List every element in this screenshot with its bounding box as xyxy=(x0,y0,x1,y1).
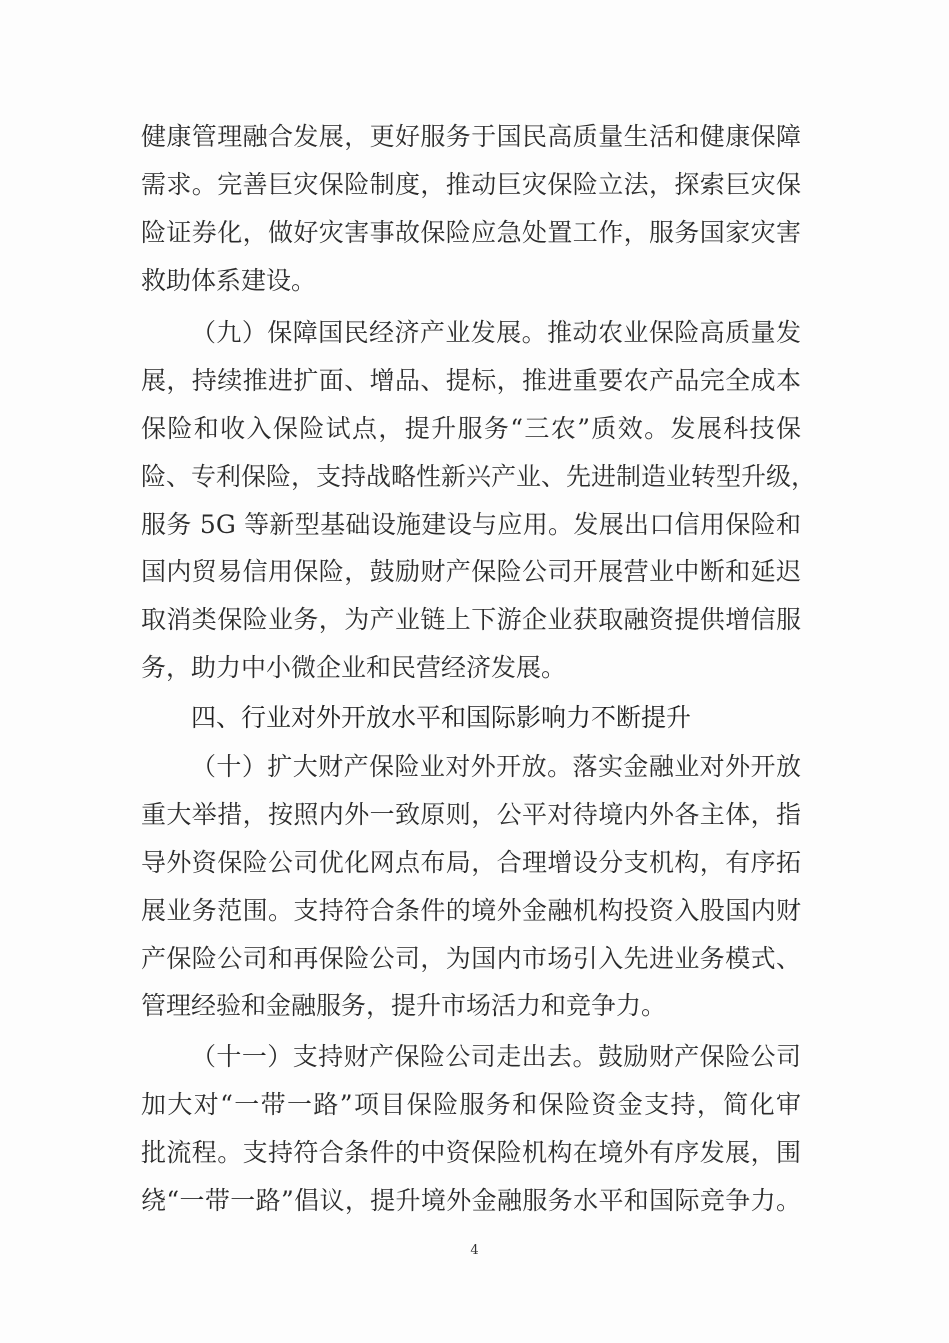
page-number: 4 xyxy=(470,1243,479,1258)
text-line: 管理经验和金融服务，提升市场活力和竞争力。 xyxy=(141,991,667,1020)
text-line: 重大举措，按照内外一致原则，公平对待境内外各主体，指 xyxy=(141,800,801,829)
text-line: 需求。完善巨灾保险制度，推动巨灾保险立法，探索巨灾保 xyxy=(141,170,801,199)
text-line: 国内贸易信用保险，鼓励财产保险公司开展营业中断和延迟 xyxy=(141,557,801,586)
text-line: 加大对“一带一路”项目保险服务和保险资金支持，简化审 xyxy=(141,1090,801,1119)
text-line: 险、专利保险，支持战略性新兴产业、先进制造业转型升级， xyxy=(141,462,817,491)
text-line: 展业务范围。支持符合条件的境外金融机构投资入股国内财 xyxy=(141,896,801,925)
text-line: 导外资保险公司优化网点布局，合理增设分支机构，有序拓 xyxy=(141,848,801,877)
text-line: 产保险公司和再保险公司，为国内市场引入先进业务模式、 xyxy=(141,944,801,973)
text-line: 救助体系建设。 xyxy=(141,266,317,295)
text-line: 绕“一带一路”倡议，提升境外金融服务水平和国际竞争力。 xyxy=(141,1186,801,1215)
text-line: 险证券化，做好灾害事故保险应急处置工作，服务国家灾害 xyxy=(141,218,801,247)
paragraph-heading-10: （十）扩大财产保险业对外开放。落实金融业对外开放 xyxy=(191,752,801,781)
text-line: 批流程。支持符合条件的中资保险机构在境外有序发展，围 xyxy=(141,1138,801,1167)
paragraph-heading-9: （九）保障国民经济产业发展。推动农业保险高质量发 xyxy=(191,318,801,347)
text-line: 保险和收入保险试点，提升服务“三农”质效。发展科技保 xyxy=(141,414,801,443)
text-line: 取消类保险业务，为产业链上下游企业获取融资提供增信服 xyxy=(141,605,801,634)
text-line: 务，助力中小微企业和民营经济发展。 xyxy=(141,653,567,682)
text-line: 服务 5G 等新型基础设施建设与应用。发展出口信用保险和 xyxy=(141,510,801,539)
text-line: 展，持续推进扩面、增品、提标，推进重要农产品完全成本 xyxy=(141,366,801,395)
paragraph-heading-11: （十一）支持财产保险公司走出去。鼓励财产保险公司 xyxy=(191,1042,801,1071)
section-heading: 四、行业对外开放水平和国际影响力不断提升 xyxy=(191,703,692,732)
text-line: 健康管理融合发展，更好服务于国民高质量生活和健康保障 xyxy=(141,122,801,151)
